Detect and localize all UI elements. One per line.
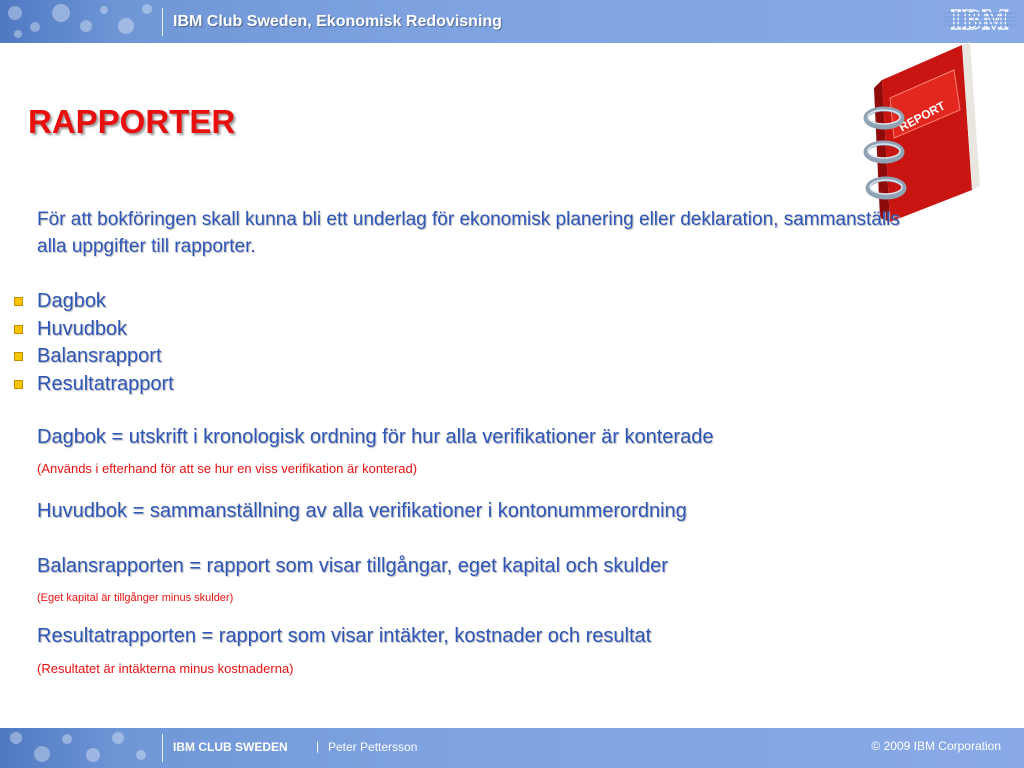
list-item: Dagbok	[14, 288, 174, 316]
svg-text:IBM: IBM	[950, 5, 1010, 35]
header-pattern	[0, 0, 165, 43]
ibm-logo	[944, 5, 1016, 35]
header-bar	[0, 0, 1024, 43]
definition-resultatrapport: Resultatrapporten = rapport som visar intäkter, kostnader och resultat	[37, 625, 652, 647]
definition-huvudbok: Huvudbok = sammanställning av alla verifikationer i kontonummerordning	[37, 500, 687, 522]
footer-author: Peter Pettersson	[328, 740, 418, 754]
definition-dagbok: Dagbok = utskrift i kronologisk ordning för hur alla verifikationer är konterade	[37, 426, 714, 448]
footer-separator: |	[316, 739, 320, 753]
slide-title: RAPPORTER	[28, 103, 236, 140]
footer-club: IBM CLUB SWEDEN	[173, 740, 288, 754]
footer-divider	[162, 734, 163, 762]
list-item: Resultatrapport	[14, 371, 174, 399]
bullet-icon	[14, 380, 23, 389]
bullet-icon	[14, 297, 23, 306]
header-divider	[162, 8, 163, 36]
list-item: Huvudbok	[14, 316, 174, 344]
list-item: Balansrapport	[14, 343, 174, 371]
intro-paragraph: För att bokföringen skall kunna bli ett underlag för ekonomisk planering eller deklaration, sammanställs alla uppgifter till rapporter.	[37, 209, 900, 257]
note-balansrapport: (Eget kapital är tillgånger minus skulder)	[37, 592, 234, 604]
footer-bar	[0, 728, 1024, 768]
bullet-icon	[14, 325, 23, 334]
footer-pattern	[0, 728, 165, 768]
report-list	[14, 288, 174, 398]
note-resultatrapport: (Resultatet är intäkterna minus kostnaderna)	[37, 661, 294, 676]
svg-text:REPORT: REPORT	[896, 98, 948, 135]
header-title: IBM Club Sweden, Ekonomisk Redovisning	[173, 13, 502, 30]
definition-balansrapport: Balansrapporten = rapport som visar tillgångar, eget kapital och skulder	[37, 555, 668, 577]
bullet-icon	[14, 352, 23, 361]
report-binder-image	[862, 40, 987, 225]
footer-copyright: © 2009 IBM Corporation	[871, 739, 1001, 753]
note-dagbok: (Används i efterhand för att se hur en viss verifikation är konterad)	[37, 461, 418, 476]
